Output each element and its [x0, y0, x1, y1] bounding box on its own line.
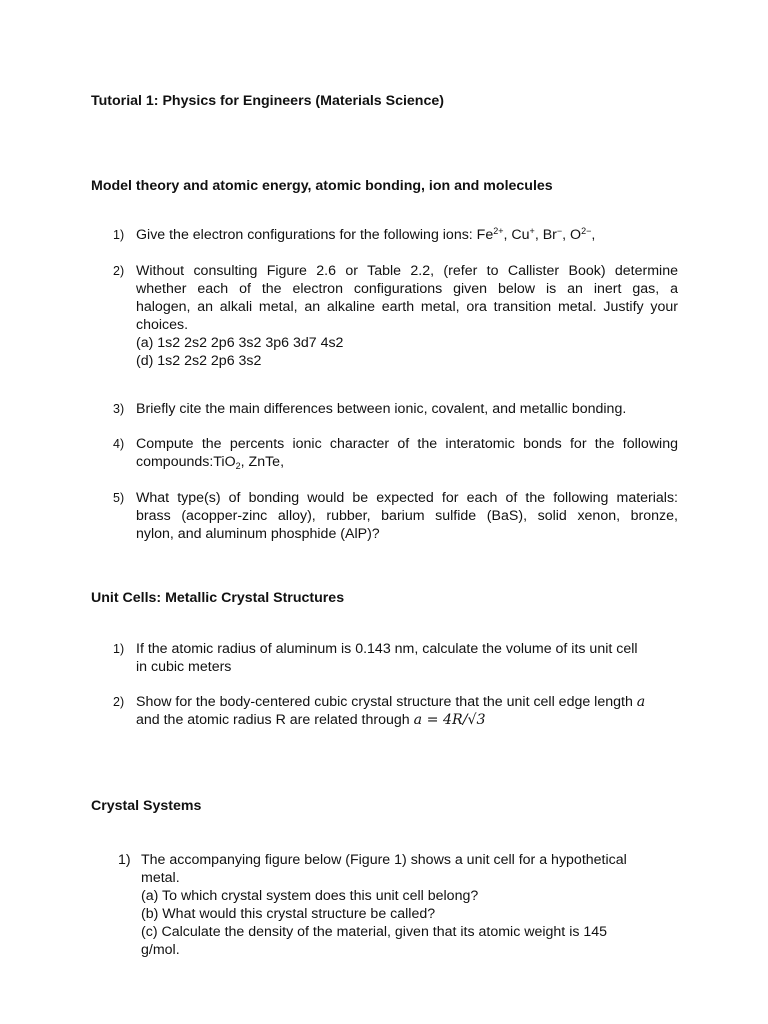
br-charge: −: [556, 226, 563, 236]
text-line: Show for the body-centered cubic crystal structure that the unit cell edge length: [136, 694, 633, 710]
question-text: [136, 489, 678, 543]
question-2-2: [113, 693, 678, 729]
o-text: , O: [562, 227, 582, 243]
question-1-3: [113, 400, 678, 418]
question-3-1: [118, 851, 678, 959]
question-2-1: [113, 640, 678, 676]
question-number: 2): [113, 695, 125, 709]
document-title: Tutorial 1: Physics for Engineers (Materials Science): [91, 93, 444, 109]
question-text: [136, 693, 678, 729]
cu-text: , Cu: [503, 227, 530, 243]
question-text: [136, 640, 678, 676]
question-text: [136, 435, 678, 472]
question-number: 1): [113, 642, 125, 656]
question-text: [136, 262, 678, 370]
text-line: Without consulting Figure 2.6 or Table 2.2, (refer to Callister Book) determine: [136, 263, 678, 279]
question-1-5: [113, 489, 678, 543]
text-line: Compute the percents ionic character of the interatomic bonds for the following: [136, 436, 678, 452]
question-number: 5): [113, 491, 125, 505]
option-a: (a) 1s2 2s2 2p6 3s2 3p6 3d7 4s2: [136, 335, 344, 351]
part-a: (a) To which crystal system does this unit cell belong?: [141, 888, 479, 904]
text-line: Briefly cite the main differences between ionic, covalent, and metallic bonding.: [136, 401, 627, 417]
part-c: (c) Calculate the density of the material, given that its atomic weight is 145: [141, 924, 608, 940]
text-line: metal.: [141, 870, 180, 886]
question-number: 3): [113, 402, 125, 416]
question-number: 1): [113, 228, 125, 242]
question-number: 1): [118, 852, 131, 868]
text-line: What type(s) of bonding would be expected for each of the following materials:: [136, 490, 678, 506]
section-heading-bonding: Model theory and atomic energy, atomic bonding, ion and molecules: [91, 178, 553, 194]
question-1-2: [113, 262, 678, 370]
part-b: (b) What would this crystal structure be called?: [141, 906, 436, 922]
text-line: nylon, and aluminum phosphide (AlP)?: [136, 526, 380, 542]
text-line: halogen, an alkali metal, an alkaline earth metal, ora transition metal. Justify your: [136, 299, 678, 315]
text-line: and the atomic radius R are related through: [136, 712, 410, 728]
question-1-1: [113, 226, 678, 245]
cu-charge: +: [529, 226, 535, 236]
text-line: in cubic meters: [136, 659, 232, 675]
text-line: choices.: [136, 317, 189, 333]
q-end: ,: [591, 227, 596, 243]
q-text: Give the electron configurations for the following ions: Fe: [136, 227, 494, 243]
question-text: [141, 851, 678, 959]
variable-a: a: [636, 694, 646, 710]
text-line: The accompanying figure below (Figure 1) shows a unit cell for a hypothetical: [141, 852, 627, 868]
question-1-4: [113, 435, 678, 472]
part-c-continued: g/mol.: [141, 942, 180, 958]
text-line: whether each of the electron configurations given below is an inert gas, a: [136, 281, 678, 297]
section-heading-crystal-systems: Crystal Systems: [91, 798, 202, 814]
question-text: [136, 226, 678, 245]
section-heading-unit-cells: Unit Cells: Metallic Crystal Structures: [91, 590, 345, 606]
question-number: 4): [113, 437, 125, 451]
compound-tio: compounds:TiO: [136, 454, 236, 470]
text-line: If the atomic radius of aluminum is 0.143 nm, calculate the volume of its unit cell: [136, 641, 638, 657]
compound-znte: , ZnTe,: [240, 454, 285, 470]
bcc-formula: a = 4R/√3: [413, 712, 486, 728]
fe-charge: 2+: [493, 226, 504, 236]
option-d: (d) 1s2 2s2 2p6 3s2: [136, 353, 262, 369]
o-charge: 2−: [581, 226, 592, 236]
question-text: [136, 400, 678, 418]
br-text: , Br: [534, 227, 557, 243]
question-number: 2): [113, 264, 125, 278]
text-line: brass (acopper-zinc alloy), rubber, barium sulfide (BaS), solid xenon, bronze,: [136, 508, 678, 524]
subscript-2: 2: [235, 461, 241, 471]
